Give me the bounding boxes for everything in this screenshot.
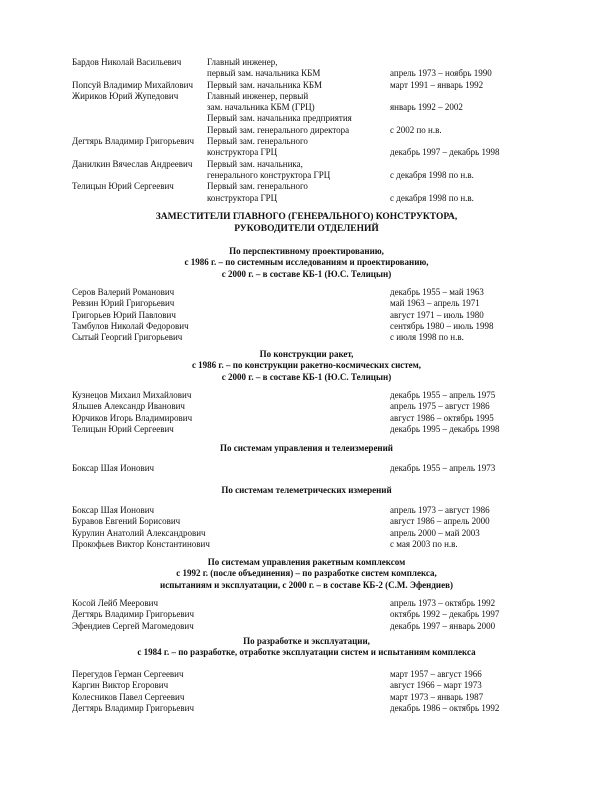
list-row [0,136,613,147]
first-deputies-list [0,57,613,204]
section-heading-line: По системам управления ракетным комплексом [207,557,406,567]
list-row [0,113,613,124]
list-row [0,80,613,91]
list-row [0,424,613,435]
list-row [0,401,613,412]
section-heading-line: По системам телеметрических измерений [221,485,392,495]
tenure-dates: декабрь 1997 – декабрь 1998 [390,147,500,158]
person-name: Сытый Георгий Григорьевич [72,332,183,343]
tenure-dates: апрель 1973 – ноябрь 1990 [390,68,492,79]
person-name: Эфендиев Сергей Магомедович [72,620,194,631]
position-title: Первый зам. генерального директора [207,124,350,135]
position-title: конструктора ГРЦ [207,192,278,203]
person-name: Жириков Юрий Жупедович [72,90,179,101]
tenure-dates: октябрь 1992 – декабрь 1997 [390,609,500,620]
list-row [0,539,613,550]
tenure-dates: декабрь 1955 – апрель 1973 [390,463,496,473]
section-list [0,287,613,343]
section-heading [0,246,613,280]
list-row [0,147,613,158]
section-heading [0,443,613,454]
section-list [0,505,613,550]
person-name: Телицын Юрий Сергеевич [72,181,174,192]
tenure-dates: август 1986 – октябрь 1995 [390,412,494,423]
position-title: первый зам. начальника КБМ [207,68,321,79]
position-title: конструктора ГРЦ [207,147,278,158]
main-title-line: ЗАМЕСТИТЕЛИ ГЛАВНОГО (ГЕНЕРАЛЬНОГО) КОНСТРУКТОРА, [155,212,458,222]
section-list [0,598,613,632]
section-heading-line: По конструкции ракет, [259,349,354,359]
section-heading-line: с 2000 г. – в составе КБ-1 (Ю.С. Телицын) [221,371,392,382]
list-row [0,91,613,102]
list-row [0,298,613,309]
tenure-dates: с июля 1998 по н.в. [390,332,464,343]
position-title: зам. начальника КБМ (ГРЦ) [207,102,315,113]
person-name: Телицын Юрий Сергеевич [72,423,174,434]
list-row [0,528,613,539]
section-heading-line: с 1986 г. – по конструкции ракетно-космических систем, [191,360,422,371]
tenure-dates: январь 1992 – 2002 [390,102,463,113]
position-title: Первый зам. начальника КБМ [207,79,323,90]
tenure-dates: декабрь 1986 – октябрь 1992 [390,702,500,713]
list-row [0,57,613,68]
section-list [0,463,613,474]
person-name: Боксар Шая Ионович [72,463,155,473]
tenure-dates: декабрь 1997 – январь 2000 [390,620,496,631]
section-heading [0,636,613,659]
main-title-line: РУКОВОДИТЕЛИ ОТДЕЛЕНИЙ [234,224,379,234]
position-title: Первый зам. начальника предприятия [207,113,352,124]
main-title [0,212,613,236]
person-name: Перегудов Герман Сергеевич [72,669,184,679]
list-row [0,159,613,170]
list-row [0,692,613,703]
list-row [0,680,613,691]
person-name: Попсуй Владимир Михайлович [72,79,193,90]
list-row [0,669,613,680]
list-row [0,170,613,181]
tenure-dates: декабрь 1995 – декабрь 1998 [390,423,500,434]
section-heading-line: с 2000 г. – в составе КБ-1 (Ю.С. Телицын) [221,268,392,279]
person-name: Бардов Николай Васильевич [72,57,182,67]
person-name: Данилкин Вячеслав Андреевич [72,158,193,169]
position-title: Главный инженер, первый [207,90,309,101]
section-heading-line: испытаниям и эксплуатации, с 2000 г. – в составе КБ-2 (С.М. Эфендиев) [160,579,453,590]
tenure-dates: апрель 2000 – май 2003 [390,527,480,538]
person-name: Прокофьев Виктор Константинович [72,538,210,549]
list-row [0,703,613,714]
section-heading-line: с 1984 г. – по разработке, отработке эксплуатации систем и испытаниям комплекса [137,647,476,658]
list-row [0,193,613,204]
person-name: Каргин Виктор Егорович [72,680,169,691]
list-row [0,390,613,401]
tenure-dates: с мая 2003 по н.в. [390,538,458,549]
section-heading-line: По системам управления и телеизмерений [219,443,393,453]
position-title: Первый зам. начальника, [207,158,303,169]
person-name: Ревзин Юрий Григорьевич [72,298,175,309]
person-name: Косой Лейб Меерович [72,598,158,608]
section-list [0,390,613,435]
person-name: Юрчиков Игорь Владимирович [72,412,193,423]
list-row [0,413,613,424]
person-name: Колесников Павел Сергеевич [72,691,185,702]
section-heading [0,485,613,496]
person-name: Дегтярь Владимир Григорьевич [72,609,195,620]
tenure-dates: апрель 1973 – октябрь 1992 [390,598,496,608]
tenure-dates: август 1966 – март 1973 [390,680,482,691]
tenure-dates: август 1971 – июль 1980 [390,309,484,320]
person-name: Курулин Анатолий Александрович [72,527,206,538]
person-name: Боксар Шая Ионович [72,505,155,515]
tenure-dates: март 1991 – январь 1992 [390,79,484,90]
list-row [0,516,613,527]
position-title: Первый зам. генерального [207,181,308,192]
list-row [0,287,613,298]
tenure-dates: декабрь 1955 – апрель 1975 [390,390,496,400]
person-name: Тамбулов Николай Федорович [72,320,189,331]
tenure-dates: с декабря 1998 по н.в. [390,169,474,180]
tenure-dates: с 2002 по н.в. [390,124,442,135]
list-row [0,505,613,516]
list-row [0,68,613,79]
section-heading-line: По разработке и эксплуатации, [243,636,370,646]
list-row [0,181,613,192]
list-row [0,310,613,321]
person-name: Кузнецов Михаил Михайлович [72,390,192,400]
person-name: Яльшев Александр Иванович [72,401,185,412]
list-row [0,102,613,113]
tenure-dates: с декабря 1998 по н.в. [390,192,474,203]
person-name: Буравов Евгений Борисович [72,516,181,527]
list-row [0,598,613,609]
position-title: Главный инженер, [207,57,278,67]
tenure-dates: март 1973 – январь 1987 [390,691,484,702]
tenure-dates: август 1986 – апрель 2000 [390,516,490,527]
tenure-dates: декабрь 1955 – май 1963 [390,287,484,297]
section-heading-line: с 1992 г. (после объединения) – по разработке систем комплекса, [176,568,437,579]
list-row [0,125,613,136]
person-name: Дегтярь Владимир Григорьевич [72,702,195,713]
section-heading-line: По перспективному проектированию, [229,246,384,256]
list-row [0,463,613,474]
list-row [0,332,613,343]
section-heading-line: с 1986 г. – по системным исследованиям и проектированию, [184,257,429,268]
list-row [0,609,613,620]
person-name: Серов Валерий Романович [72,287,175,297]
tenure-dates: сентябрь 1980 – июль 1998 [390,320,494,331]
tenure-dates: март 1957 – август 1966 [390,669,482,679]
tenure-dates: апрель 1975 – август 1986 [390,401,490,412]
tenure-dates: май 1963 – апрель 1971 [390,298,480,309]
person-name: Григорьев Юрий Павлович [72,309,176,320]
tenure-dates: апрель 1973 – август 1986 [390,505,490,515]
position-title: генерального конструктора ГРЦ [207,169,331,180]
section-heading [0,557,613,591]
section-list [0,669,613,714]
person-name: Дегтярь Владимир Григорьевич [72,136,195,147]
list-row [0,621,613,632]
section-heading [0,349,613,383]
list-row [0,321,613,332]
position-title: Первый зам. генерального [207,136,308,147]
